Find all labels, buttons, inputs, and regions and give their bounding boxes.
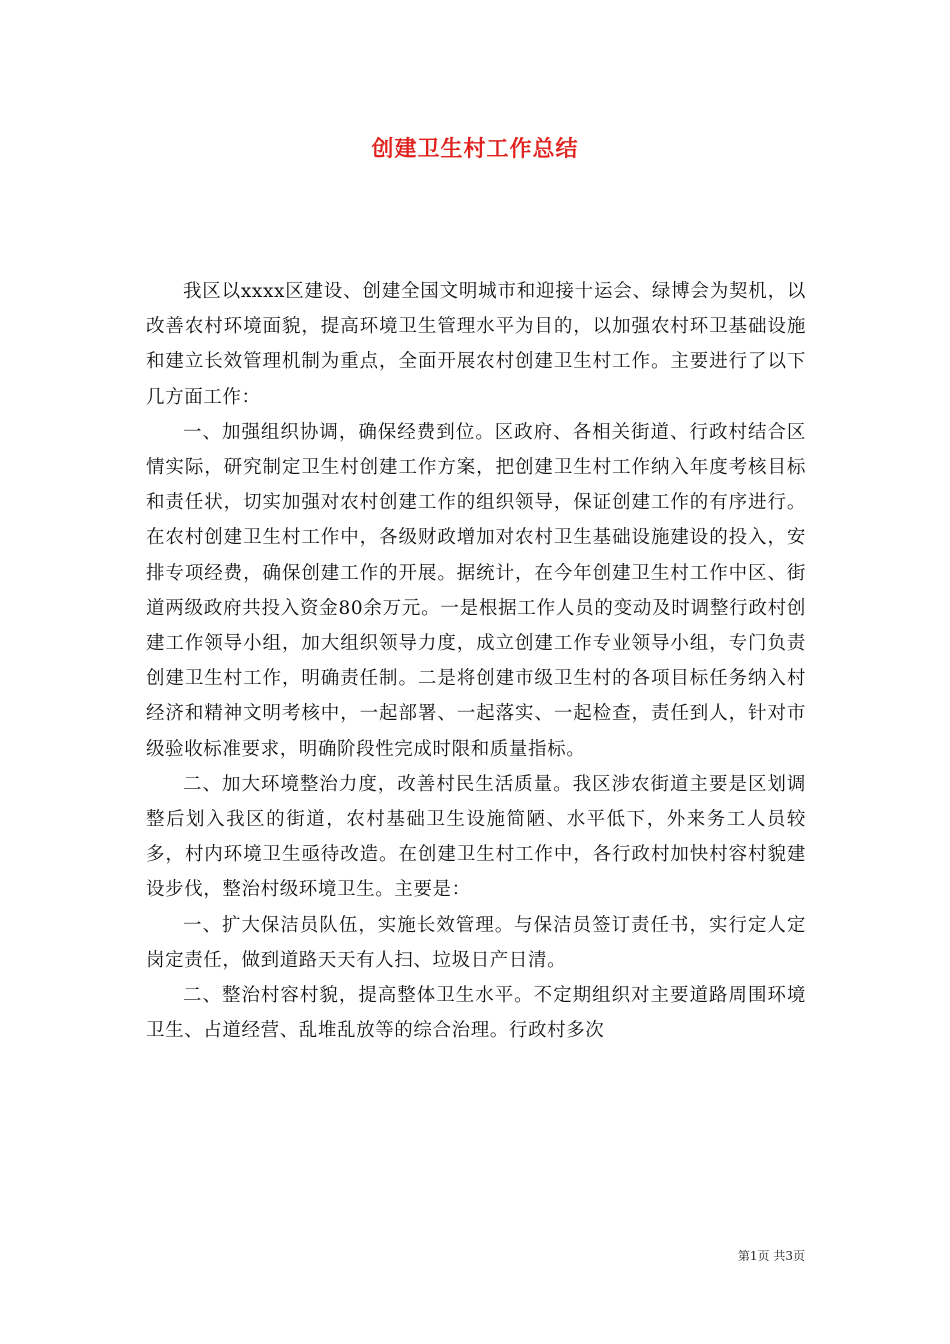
paragraph-section-2: 二、加大环境整治力度，改善村民生活质量。我区涉农街道主要是区划调整后划入我区的街道，农村基础卫生设施简陋、水平低下，外来务工人员较多，村内环境卫生亟待改造。在创建卫生村工作中，各行政村加快村容村貌建设步伐，整治村级环境卫生。主要是：	[146, 773, 806, 901]
paragraph-section-1: 一、加强组织协调，确保经费到位。区政府、各相关街道、行政村结合区情实际，研究制定卫生村创建工作方案，把创建卫生村工作纳入年度考核目标和责任状，切实加强对农村创建工作的组织领导，保证创建工作的有序进行。在农村创建卫生村工作中，各级财政增加对农村卫生基础设施建设的投入，安排专项经费，确保创建工作的开展。据统计，在今年创建卫生村工作中区、街道两级政府共投入资金80余万元。一是根据工作人员的变动及时调整行政村创建工作领导小组，加大组织领导力度，成立创建工作专业领导小组，专门负责创建卫生村工作，明确责任制。二是将创建市级卫生村的各项目标任务纳入村经济和精神文明考核中，一起部署、一起落实、一起检查，责任到人，针对市级验收标准要求，明确阶段性完成时限和质量指标。	[146, 421, 806, 760]
document-body	[146, 274, 806, 1048]
paragraph-intro: 我区以xxxx区建设、创建全国文明城市和迎接十运会、绿博会为契机，以改善农村环境面貌，提高环境卫生管理水平为目的，以加强农村环卫基础设施和建立长效管理机制为重点，全面开展农村创建卫生村工作。主要进行了以下几方面工作：	[146, 281, 806, 408]
document-title: 创建卫生村工作总结	[371, 136, 579, 162]
paragraph-item-2: 二、整治村容村貌，提高整体卫生水平。不定期组织对主要道路周围环境卫生、占道经营、乱堆乱放等的综合治理。行政村多次	[146, 985, 806, 1042]
page-number-footer: 第1页 共3页	[737, 1249, 805, 1263]
paragraph-item-1: 一、扩大保洁员队伍，实施长效管理。与保洁员签订责任书，实行定人定岗定责任，做到道路天天有人扫、垃圾日产日清。	[146, 914, 806, 971]
